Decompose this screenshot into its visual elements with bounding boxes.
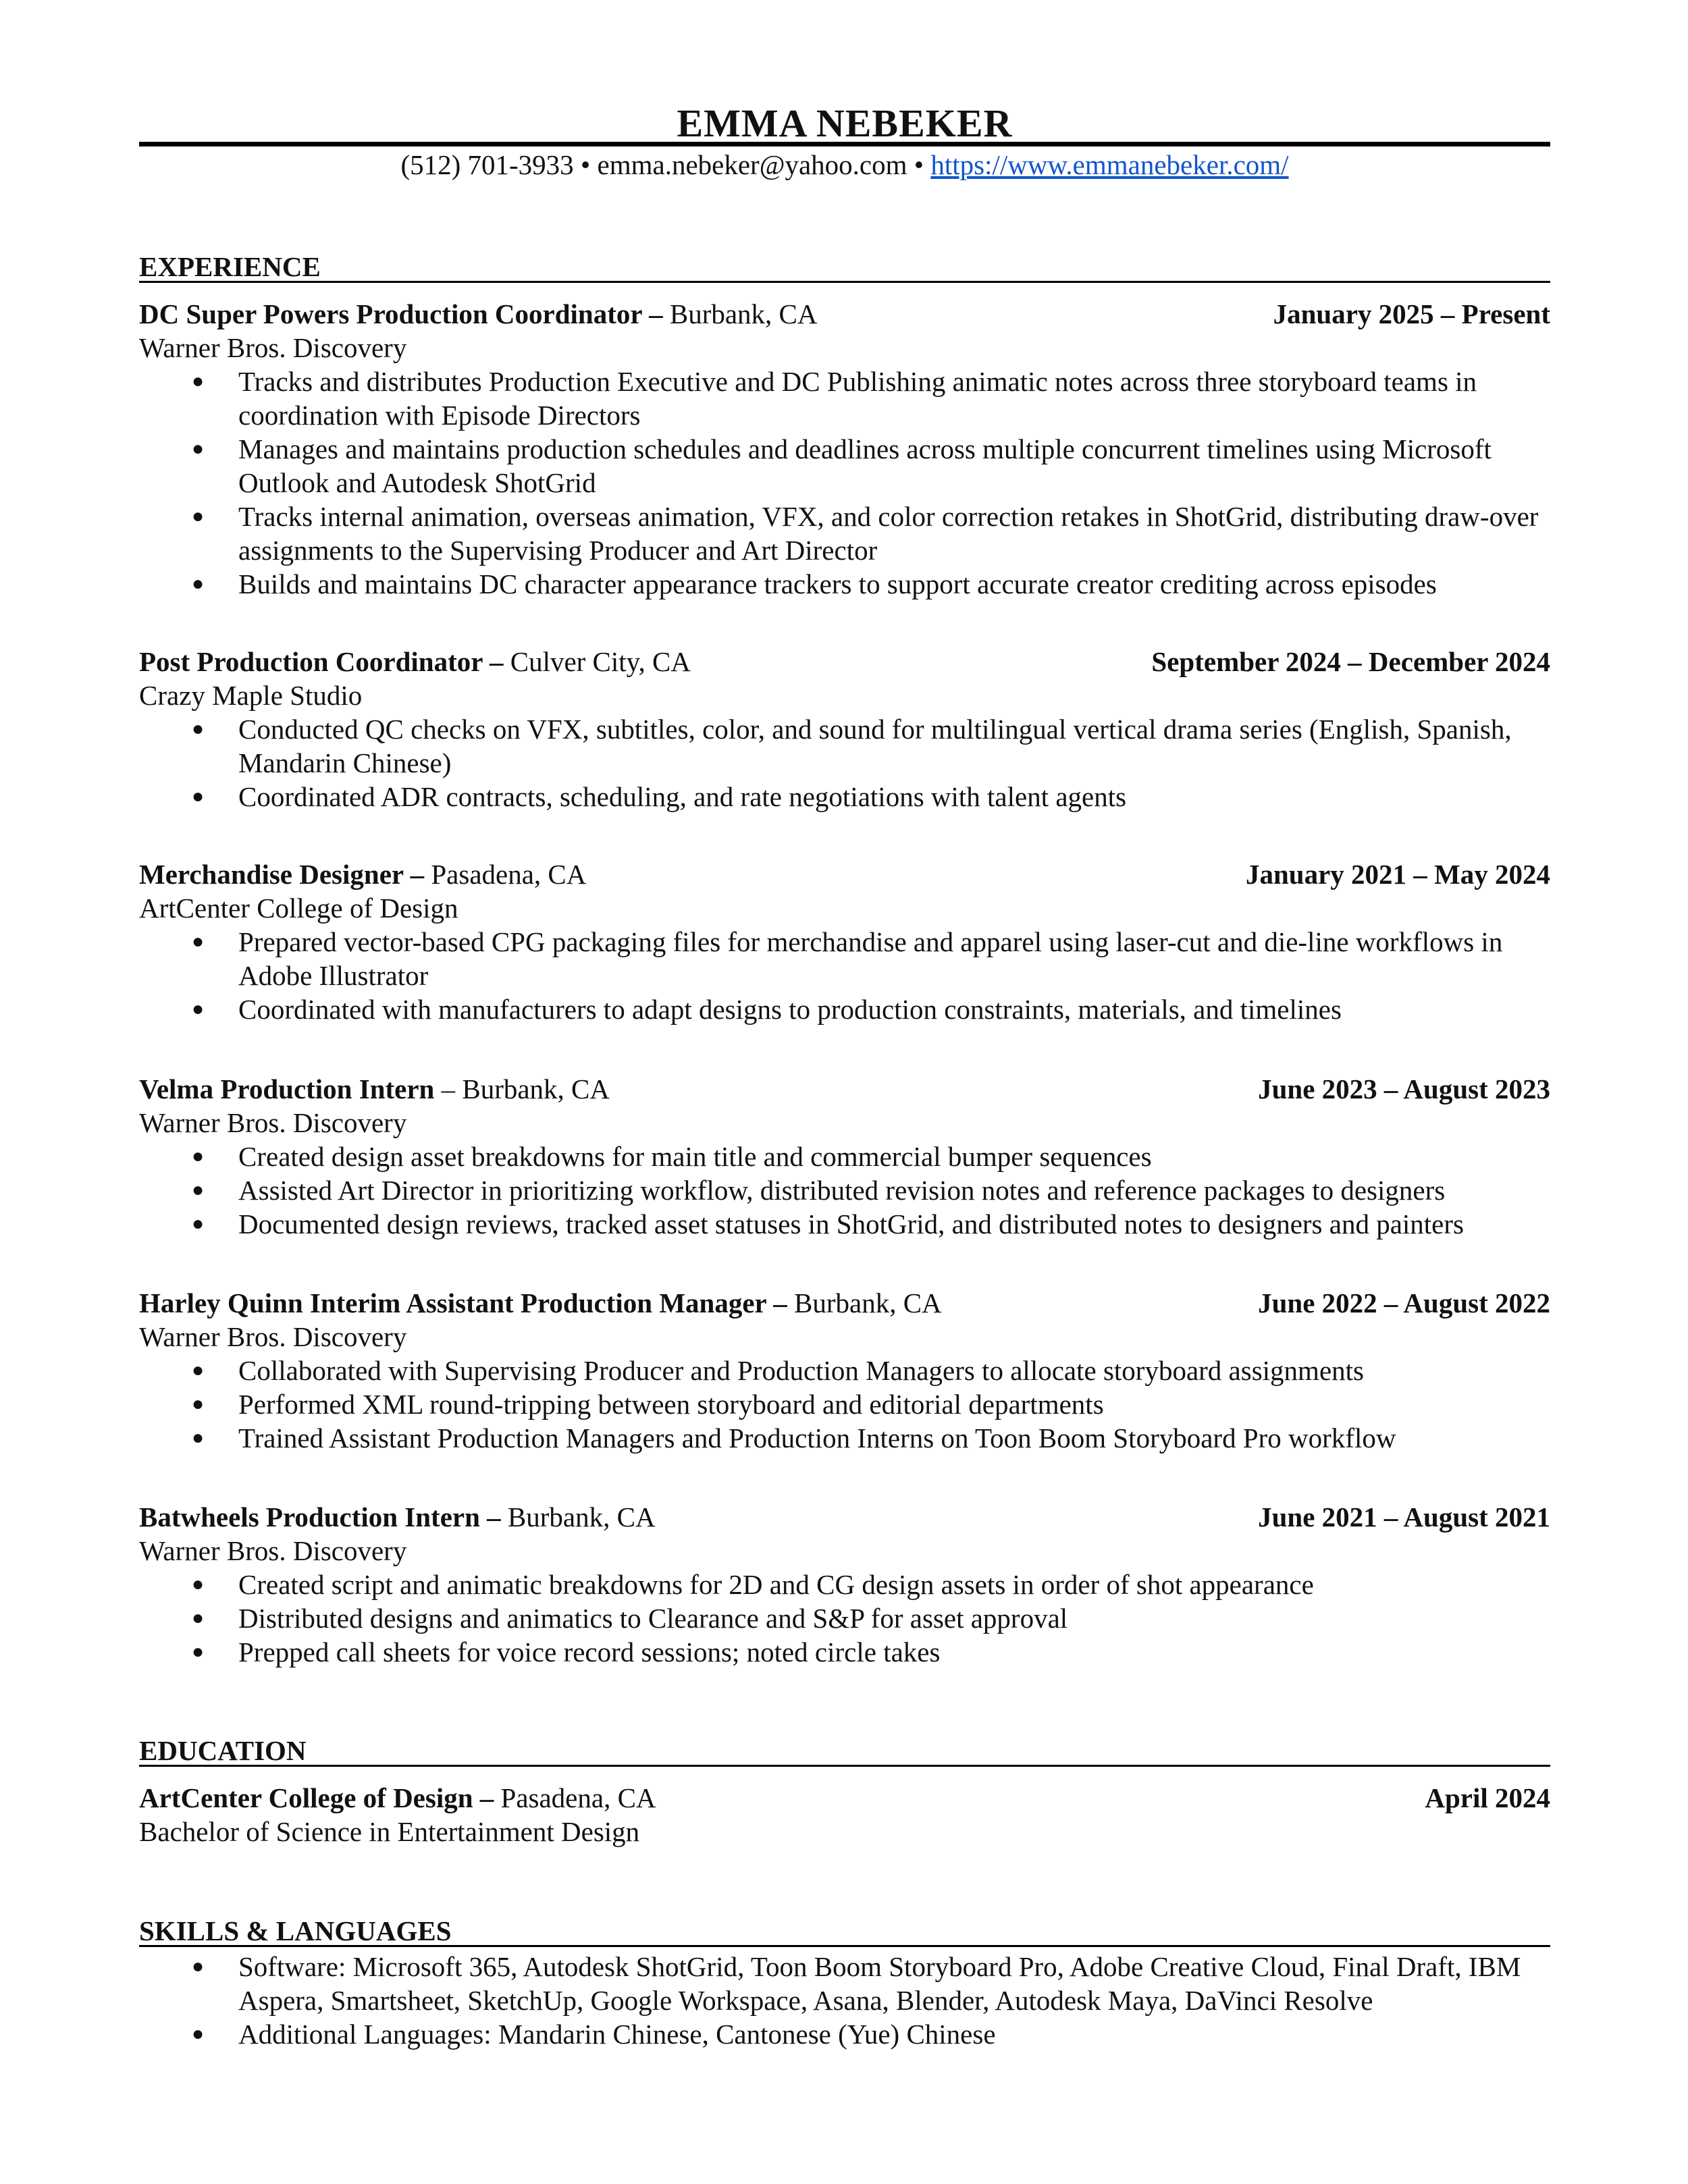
job-dates: September 2024 – December 2024 (1151, 646, 1550, 677)
bullet-text: Tracks and distributes Production Executive and DC Publishing animatic notes across three storyboard teams in coordination with Episode Directors (238, 366, 1477, 431)
bullet-text: Tracks internal animation, overseas animation, VFX, and color correction retakes in ShotGrid, distributing draw-over assignments to the Supervising Producer and Art Director (238, 501, 1539, 566)
bullet-icon: ● (192, 785, 205, 807)
bullet-list (139, 712, 1550, 814)
bullet-icon: ● (192, 437, 205, 460)
bullet-text: Documented design reviews, tracked asset statuses in ShotGrid, and distributed notes to designers and painters (238, 1208, 1464, 1240)
bullet-icon: ● (192, 718, 205, 740)
list-item (139, 780, 1550, 814)
website-link[interactable]: https://www.emmanebeker.com/ (930, 149, 1289, 180)
job-dates: June 2021 – August 2021 (1258, 1501, 1550, 1533)
list-item (139, 1421, 1550, 1455)
job-location: Burbank, CA (462, 1073, 610, 1104)
job-title: DC Super Powers Production Coordinator (139, 298, 642, 329)
list-item (139, 1354, 1550, 1387)
experience-entry (139, 857, 1550, 1026)
dash: – (434, 1073, 463, 1104)
candidate-name: EMMA NEBEKER (677, 101, 1013, 145)
education-entry (139, 1781, 1550, 1848)
experience-entry (139, 1500, 1550, 1669)
skills-entry (139, 1950, 1550, 2051)
skills-software: Software: Microsoft 365, Autodesk ShotGrid, Toon Boom Storyboard Pro, Adobe Creative Cloud, Final Draft, IBM Aspera, Smartsheet, SketchUp, Google Workspace, Asana, Blender, Autodesk Maya, DaVinci Resolve (238, 1951, 1521, 2016)
list-item (139, 432, 1550, 500)
bullet-text: Builds and maintains DC character appearance trackers to support accurate creator crediting across episodes (238, 568, 1437, 600)
bullet-text: Conducted QC checks on VFX, subtitles, color, and sound for multilingual vertical drama series (English, Spanish, Mandarin Chinese) (238, 714, 1512, 778)
section-divider (139, 1945, 1550, 1947)
job-organization: Crazy Maple Studio (139, 680, 363, 711)
bullet-text: Performed XML round-tripping between storyboard and editorial departments (238, 1389, 1104, 1420)
experience-entry (139, 1072, 1550, 1241)
bullet-icon: ● (192, 1213, 205, 1235)
bullet-icon: ● (192, 1607, 205, 1629)
bullet-text: Prepared vector-based CPG packaging files for merchandise and apparel using laser-cut and die-line workflows in Adobe Illustrator (238, 926, 1503, 991)
section-title-skills: SKILLS & LANGUAGES (139, 1915, 452, 1946)
list-item (139, 1950, 1550, 2017)
list-item (139, 567, 1550, 601)
list-item (139, 1140, 1550, 1173)
list-item (139, 1207, 1550, 1241)
list-item (139, 2017, 1550, 2051)
email[interactable]: emma.nebeker@yahoo.com (597, 149, 907, 180)
bullet-icon: ● (192, 1359, 205, 1381)
list-item (139, 500, 1550, 567)
list-item (139, 925, 1550, 992)
phone: (512) 701-3933 (400, 149, 574, 180)
job-dates: January 2021 – May 2024 (1246, 859, 1550, 890)
job-organization: Warner Bros. Discovery (139, 332, 407, 363)
list-item (139, 1173, 1550, 1207)
dash: – (479, 1501, 508, 1533)
bullet-icon: ● (192, 1641, 205, 1663)
name-divider (139, 142, 1550, 147)
bullet-text: Created script and animatic breakdowns for 2D and CG design assets in order of shot appearance (238, 1569, 1314, 1600)
dash: – (766, 1287, 794, 1319)
list-item (139, 1635, 1550, 1669)
bullet-icon: ● (192, 1573, 205, 1595)
skills-languages: Additional Languages: Mandarin Chinese, Cantonese (Yue) Chinese (238, 2019, 996, 2050)
job-location: Burbank, CA (794, 1287, 942, 1319)
bullet-icon: ● (192, 572, 205, 595)
job-title: Post Production Coordinator (139, 646, 483, 677)
bullet-list (139, 1140, 1550, 1241)
job-dates: June 2023 – August 2023 (1258, 1073, 1550, 1104)
bullet-list (139, 365, 1550, 601)
bullet-list (139, 925, 1550, 1026)
bullet-text: Prepped call sheets for voice record sessions; noted circle takes (238, 1636, 941, 1668)
bullet-text: Trained Assistant Production Managers and Production Interns on Toon Boom Storyboard Pro workflow (238, 1422, 1396, 1454)
graduation-date: April 2024 (1425, 1782, 1550, 1813)
job-title: Batwheels Production Intern (139, 1501, 480, 1533)
dash: – (482, 646, 510, 677)
job-title: Merchandise Designer (139, 859, 404, 890)
list-item (139, 1568, 1550, 1601)
dash: – (641, 298, 670, 329)
dash: – (473, 1782, 501, 1813)
bullet-text: Collaborated with Supervising Producer and Production Managers to allocate storyboard assignments (238, 1355, 1364, 1386)
list-item (139, 992, 1550, 1026)
bullet-icon: ● (192, 930, 205, 953)
contact-line (139, 147, 1550, 182)
job-location: Burbank, CA (507, 1501, 656, 1533)
job-organization: Warner Bros. Discovery (139, 1107, 407, 1138)
bullet-text: Created design asset breakdowns for main title and commercial bumper sequences (238, 1141, 1152, 1172)
bullet-icon: ● (192, 1145, 205, 1167)
bullet-icon: ● (192, 998, 205, 1020)
bullet-list (139, 1568, 1550, 1669)
dash: – (403, 859, 431, 890)
list-item (139, 1387, 1550, 1421)
job-location: Pasadena, CA (431, 859, 587, 890)
bullet-icon: ● (192, 1955, 205, 1977)
list-item (139, 1601, 1550, 1635)
job-location: Burbank, CA (669, 298, 818, 329)
separator: • (573, 149, 598, 180)
section-title-experience: EXPERIENCE (139, 251, 321, 282)
bullet-list (139, 1950, 1550, 2051)
job-location: Culver City, CA (510, 646, 691, 677)
section-divider (139, 281, 1550, 283)
job-dates: June 2022 – August 2022 (1258, 1287, 1550, 1319)
job-title: Velma Production Intern (139, 1073, 435, 1104)
job-title: Harley Quinn Interim Assistant Production Manager (139, 1287, 766, 1319)
school-location: Pasadena, CA (500, 1782, 656, 1813)
bullet-text: Coordinated with manufacturers to adapt designs to production constraints, materials, and timelines (238, 994, 1342, 1025)
experience-entry (139, 297, 1550, 601)
degree: Bachelor of Science in Entertainment Design (139, 1816, 640, 1847)
bullet-text: Distributed designs and animatics to Clearance and S&P for asset approval (238, 1603, 1068, 1634)
bullet-text: Assisted Art Director in prioritizing workflow, distributed revision notes and reference packages to designers (238, 1175, 1446, 1206)
job-dates: January 2025 – Present (1273, 298, 1550, 329)
bullet-icon: ● (192, 1179, 205, 1201)
school-name: ArtCenter College of Design (139, 1782, 473, 1813)
separator: • (907, 149, 931, 180)
bullet-icon: ● (192, 505, 205, 527)
bullet-icon: ● (192, 370, 205, 392)
bullet-list (139, 1354, 1550, 1455)
bullet-text: Manages and maintains production schedules and deadlines across multiple concurrent timelines using Microsoft Outlook and Autodesk ShotGrid (238, 433, 1492, 498)
bullet-icon: ● (192, 1393, 205, 1415)
bullet-text: Coordinated ADR contracts, scheduling, and rate negotiations with talent agents (238, 781, 1127, 812)
bullet-icon: ● (192, 1427, 205, 1449)
job-organization: Warner Bros. Discovery (139, 1535, 407, 1566)
section-divider (139, 1765, 1550, 1767)
job-organization: ArtCenter College of Design (139, 893, 458, 924)
job-organization: Warner Bros. Discovery (139, 1321, 407, 1352)
experience-entry (139, 1286, 1550, 1455)
list-item (139, 712, 1550, 780)
list-item (139, 365, 1550, 432)
bullet-icon: ● (192, 2023, 205, 2045)
experience-entry (139, 645, 1550, 814)
section-title-education: EDUCATION (139, 1735, 307, 1766)
